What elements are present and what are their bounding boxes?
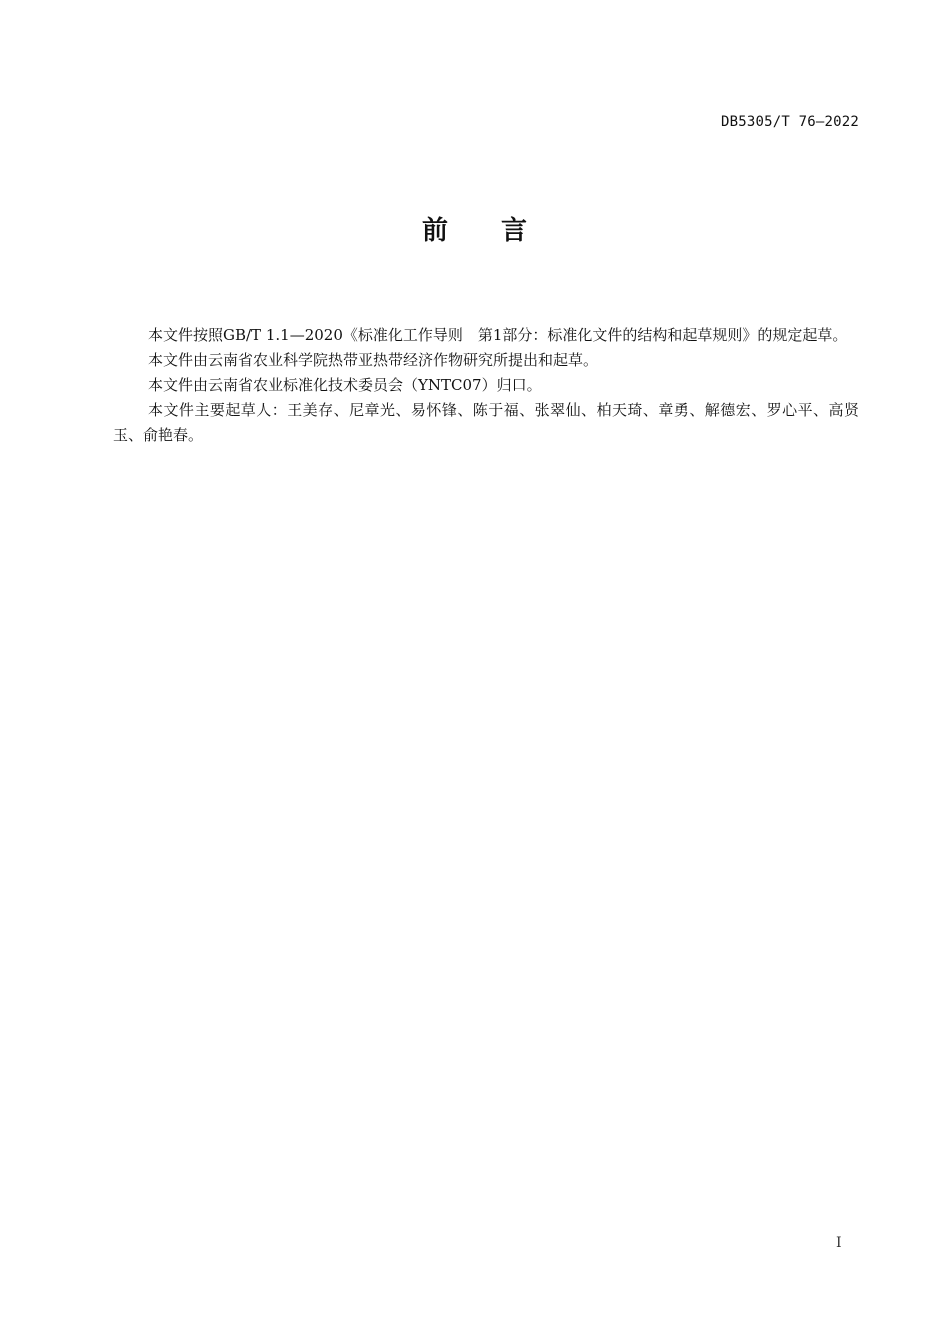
foreword-body — [113, 323, 859, 448]
page-title — [0, 210, 950, 247]
paragraph-proposer: 本文件由云南省农业科学院热带亚热带经济作物研究所提出和起草。 — [148, 351, 599, 369]
title-char-2: 言 — [501, 216, 529, 246]
paragraph-drafters: 本文件主要起草人：王美存、尼章光、易怀锋、陈于福、张翠仙、柏天琦、章勇、解德宏、罗心平、高贤玉、俞艳春。 — [113, 401, 859, 444]
paragraph-drafting-basis: 本文件按照GB/T 1.1—2020《标准化工作导则 第1部分：标准化文件的结构和起草规则》的规定起草。 — [148, 326, 848, 344]
page-number: I — [836, 1235, 842, 1251]
document-code: DB5305/T 76—2022 — [720, 114, 859, 130]
paragraph-committee: 本文件由云南省农业标准化技术委员会（YNTC07）归口。 — [148, 376, 542, 394]
title-char-1: 前 — [421, 216, 449, 246]
